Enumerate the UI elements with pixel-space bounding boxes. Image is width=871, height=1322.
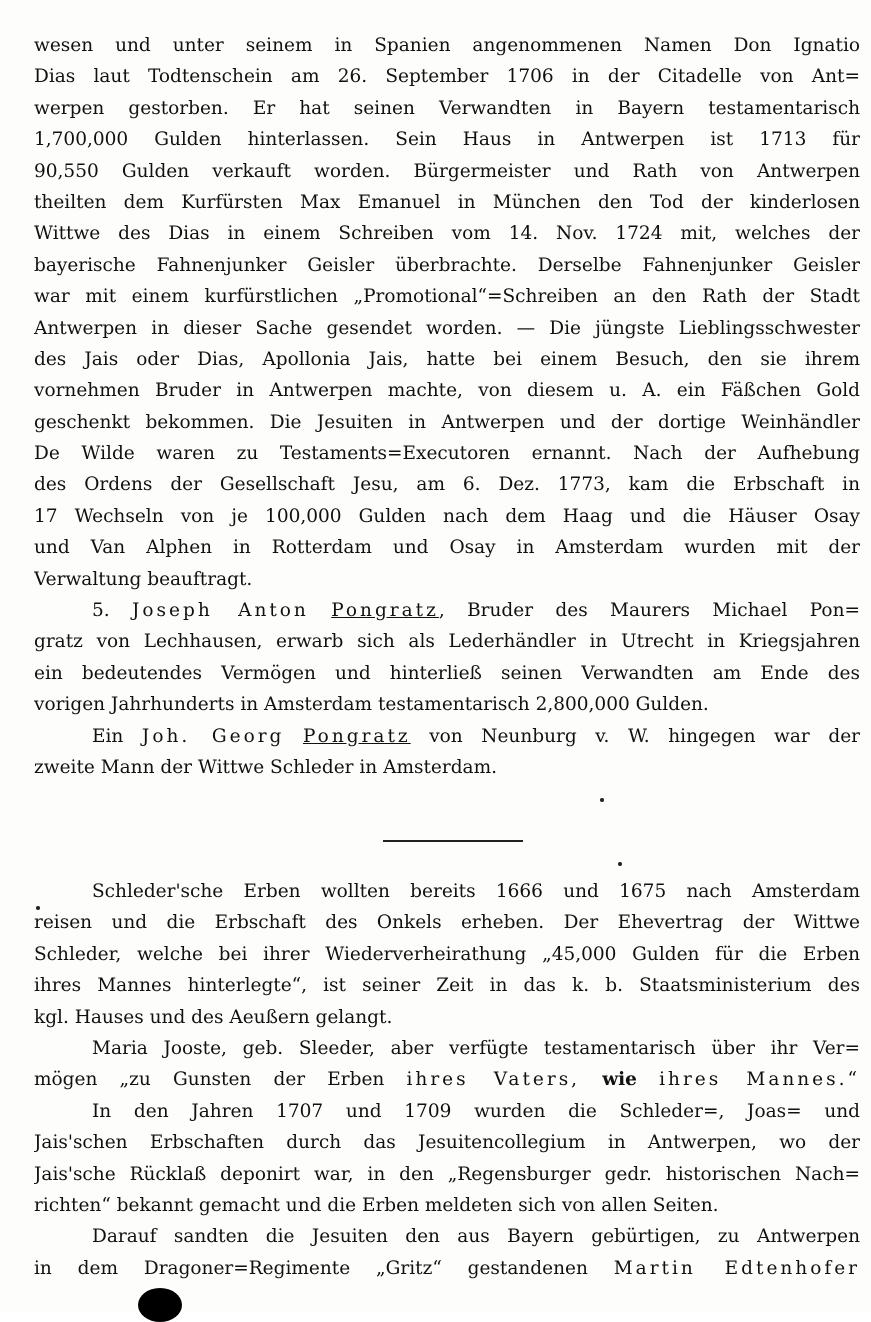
section-divider (383, 840, 523, 842)
text-line: gratz von Lechhausen, erwarb sich als Lederhändler in Utrecht in Kriegsjahren (34, 631, 860, 653)
text-line: richten“ bekannt gemacht und die Erben meldeten sich von allen Seiten. (34, 1194, 719, 1216)
text-line: Verwaltung beauftragt. (34, 568, 253, 590)
text-line: Dias laut Todtenschein am 26. September 1706 in der Citadelle von Ant= (34, 66, 860, 88)
item-name: Joseph Anton (132, 600, 309, 622)
text-line: Maria Jooste, geb. Sleeder, aber verfügte testamentarisch über ihr Ver= (92, 1037, 860, 1059)
text-line: Jais'sche Rücklaß deponirt war, in den „Regensburger gedr. historischen Nach= (34, 1163, 860, 1185)
text-line: war mit einem kurfürstlichen „Promotional“=Schreiben an den Rath der Stadt (34, 286, 860, 308)
text-line: ihres Mannes hinterlegte“, ist seiner Zeit in das k. b. Staatsministerium des (34, 975, 860, 997)
item-number: 5. (92, 600, 110, 622)
text-line: 17 Wechseln von je 100,000 Gulden nach dem Haag und die Häuser Osay (34, 505, 860, 527)
text-line: In den Jahren 1707 und 1709 wurden die Schleder=, Joas= und (92, 1100, 860, 1122)
text-line: reisen und die Erbschaft des Onkels erheben. Der Ehevertrag der Wittwe (34, 912, 860, 934)
edtenhofer-start: in dem Dragoner=Regimente „Gritz“ gestandenen (34, 1257, 588, 1279)
jooste-spaced-2: ihres Mannes.“ (659, 1069, 860, 1091)
georg-surname: Pongratz (302, 725, 411, 747)
text-line: Wittwe des Dias in einem Schreiben vom 14. Nov. 1724 mit, welches der (34, 223, 860, 245)
georg-line (34, 721, 860, 752)
text-line: Antwerpen in dieser Sache gesendet worden. — Die jüngste Lieblingsschwester (34, 317, 860, 339)
jooste-bold: wie (602, 1069, 637, 1091)
ink-speck (618, 862, 622, 866)
text-line: vornehmen Bruder in Antwerpen machte, von diesem u. A. ein Fäßchen Gold (34, 380, 860, 402)
text-line: zweite Mann der Wittwe Schleder in Amsterdam. (34, 756, 498, 778)
ink-speck (36, 906, 40, 910)
text-line: ein bedeutendes Vermögen und hinterließ seinen Verwandten am Ende des (34, 662, 860, 684)
text-line: wesen und unter seinem in Spanien angenommenen Namen Don Ignatio (34, 35, 860, 56)
section-two (34, 876, 860, 1284)
text-line: kgl. Hauses und des Aeußern gelangt. (34, 1006, 393, 1028)
georg-name: Joh. Georg (141, 725, 285, 747)
jooste-line (34, 1064, 860, 1095)
georg-line-rest: von Neunburg v. W. hingegen war der (410, 725, 860, 747)
text-line: Jais'schen Erbschaften durch das Jesuitencollegium in Antwerpen, wo der (34, 1132, 860, 1154)
text-line: des Jais oder Dias, Apollonia Jais, hatte bei einem Besuch, den sie ihrem (34, 348, 860, 370)
text-line: Schleder'sche Erben wollten bereits 1666 und 1675 nach Amsterdam (92, 881, 860, 902)
text-line: 1,700,000 Gulden hinterlassen. Sein Haus in Antwerpen ist 1713 für (34, 129, 860, 151)
ink-blot (138, 1288, 182, 1322)
jooste-start: mögen „zu Gunsten der Erben (34, 1069, 385, 1091)
text-line: werpen gestorben. Er hat seinen Verwandten in Bayern testamentarisch (34, 97, 860, 119)
text-line: De Wilde waren zu Testaments=Executoren ernannt. Nach der Aufhebung (34, 443, 860, 465)
edtenhofer-name: Martin Edtenhofer (613, 1257, 860, 1279)
text-line: bayerische Fahnenjunker Geisler überbrachte. Derselbe Fahnenjunker Geisler (34, 254, 860, 276)
text-line: und Van Alphen in Rotterdam und Osay in Amsterdam wurden mit der (34, 537, 860, 559)
jooste-spaced-1: ihres Vaters, (406, 1069, 581, 1091)
text-line: Darauf sandten die Jesuiten den aus Bayern gebürtigen, zu Antwerpen (92, 1226, 860, 1248)
item-line-rest: , Bruder des Maurers Michael Pon= (438, 600, 860, 622)
item-5-line (34, 595, 860, 626)
edtenhofer-line (34, 1253, 860, 1284)
text-line: Schleder, welche bei ihrer Wiederverheirathung „45,000 Gulden für die Erben (34, 943, 860, 965)
text-line: vorigen Jahrhunderts in Amsterdam testamentarisch 2,800,000 Gulden. (34, 694, 709, 716)
ink-speck (600, 798, 604, 802)
georg-prefix: Ein (92, 725, 124, 747)
text-line: 90,550 Gulden verkauft worden. Bürgermeister und Rath von Antwerpen (34, 160, 860, 182)
item-surname: Pongratz (331, 600, 439, 622)
text-line: des Ordens der Gesellschaft Jesu, am 6. Dez. 1773, kam die Erbschaft in (34, 474, 860, 496)
text-line: geschenkt bekommen. Die Jesuiten in Antwerpen und der dortige Weinhändler (34, 411, 860, 433)
text-line: theilten dem Kurfürsten Max Emanuel in München den Tod der kinderlosen (34, 191, 860, 213)
section-one (34, 30, 860, 783)
